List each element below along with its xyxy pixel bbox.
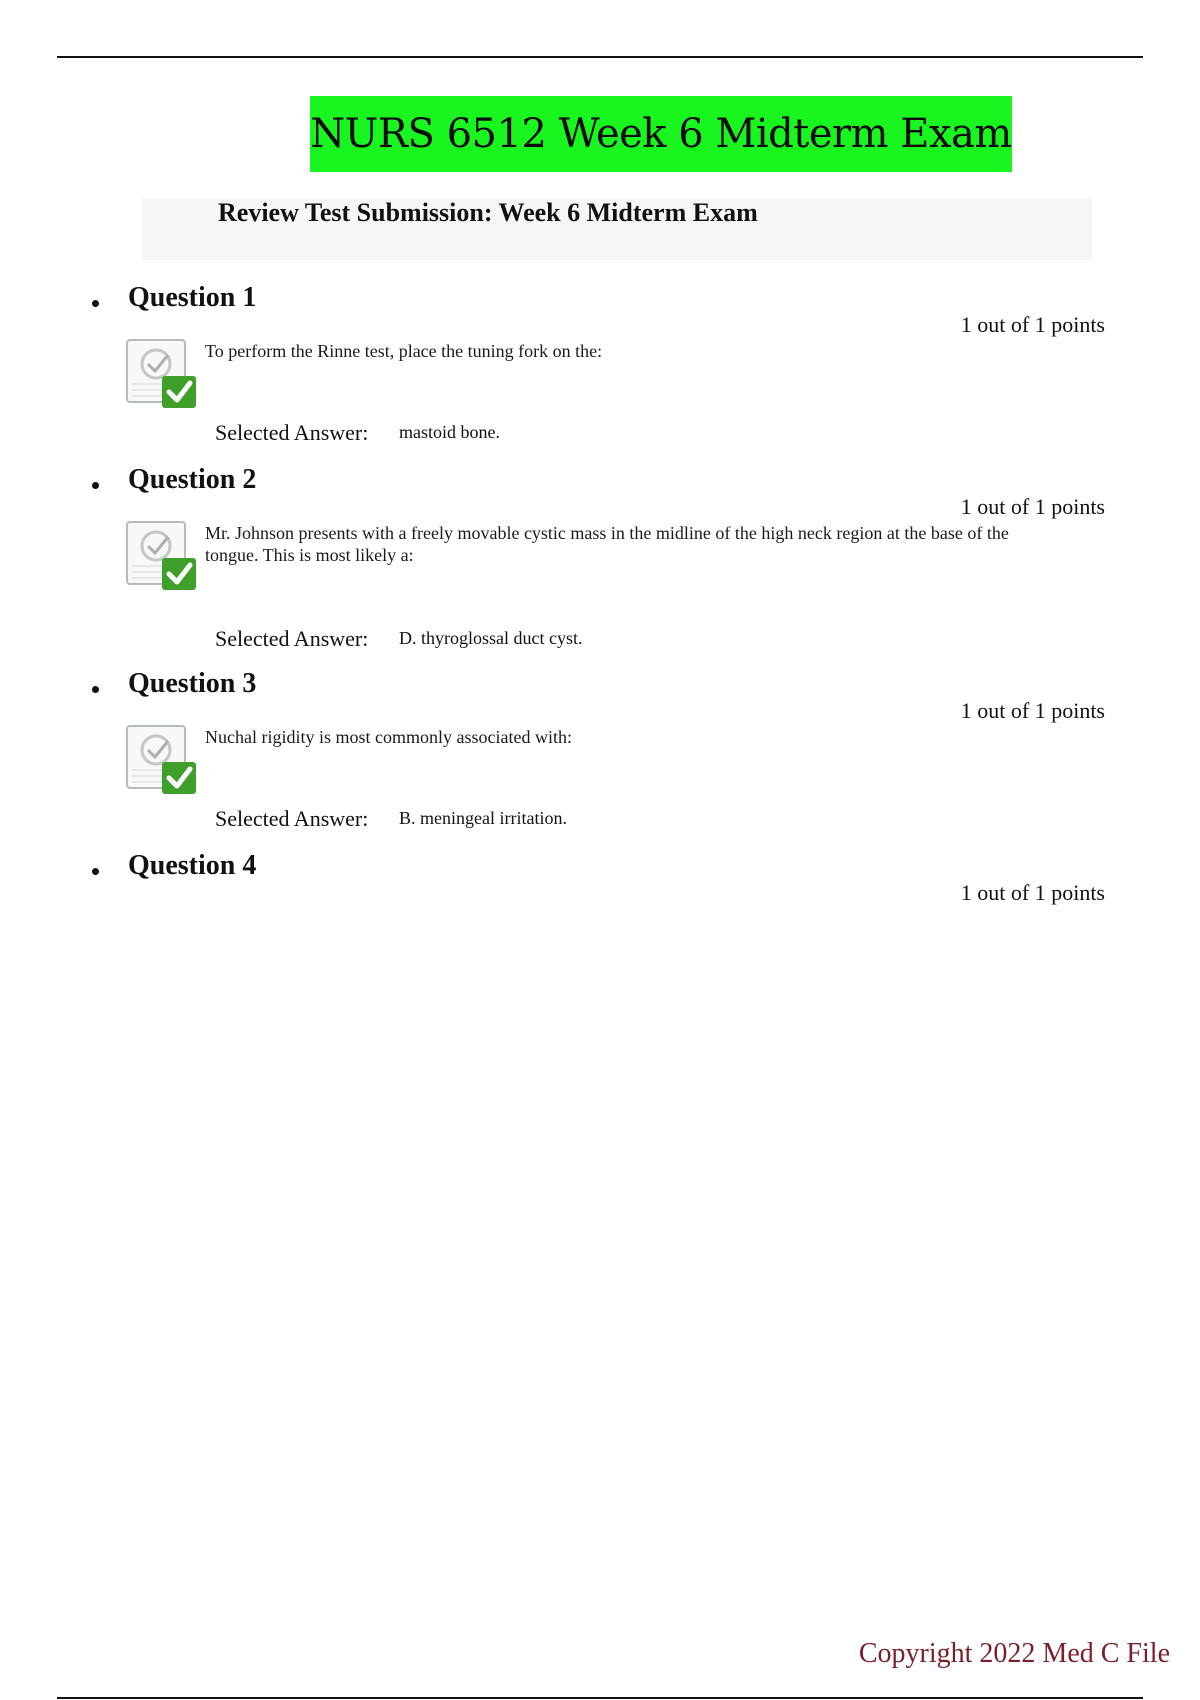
bullet — [92, 482, 99, 489]
review-header-bar — [142, 198, 1092, 260]
correct-check-icon — [126, 724, 198, 796]
question-title: Question 2 — [128, 464, 257, 495]
bottom-rule — [57, 1697, 1143, 1699]
question-points: 1 out of 1 points — [960, 698, 1105, 723]
correct-check-icon — [126, 338, 198, 410]
correct-check-icon — [126, 520, 198, 592]
document-title: NURS 6512 Week 6 Midterm Exam — [310, 111, 1012, 157]
review-heading: Review Test Submission: Week 6 Midterm Exam — [218, 198, 758, 227]
question-title: Question 3 — [128, 668, 257, 699]
selected-answer-label: Selected Answer: — [215, 420, 369, 445]
selected-answer-value: D. thyroglossal duct cyst. — [399, 628, 583, 648]
selected-answer-value: B. meningeal irritation. — [399, 808, 567, 828]
question-title: Question 4 — [128, 850, 257, 881]
question-text: Mr. Johnson presents with a freely movable cystic mass in the midline of the high neck region at the base of the tongue. This is most likely a: — [205, 523, 1009, 565]
question-points: 1 out of 1 points — [960, 312, 1105, 337]
copyright-footer: Copyright 2022 Med C File — [858, 1638, 1170, 1669]
top-rule — [57, 56, 1143, 58]
bullet — [92, 686, 99, 693]
bullet — [92, 868, 99, 875]
bullet — [92, 300, 99, 307]
selected-answer-label: Selected Answer: — [215, 806, 369, 831]
question-title: Question 1 — [128, 282, 257, 313]
question-text: Nuchal rigidity is most commonly associated with: — [205, 727, 572, 747]
question-points: 1 out of 1 points — [960, 494, 1105, 519]
selected-answer-value: mastoid bone. — [399, 422, 500, 442]
question-text: To perform the Rinne test, place the tuning fork on the: — [205, 341, 603, 361]
question-points: 1 out of 1 points — [960, 880, 1105, 905]
title-highlight — [310, 96, 1012, 172]
selected-answer-label: Selected Answer: — [215, 626, 369, 651]
